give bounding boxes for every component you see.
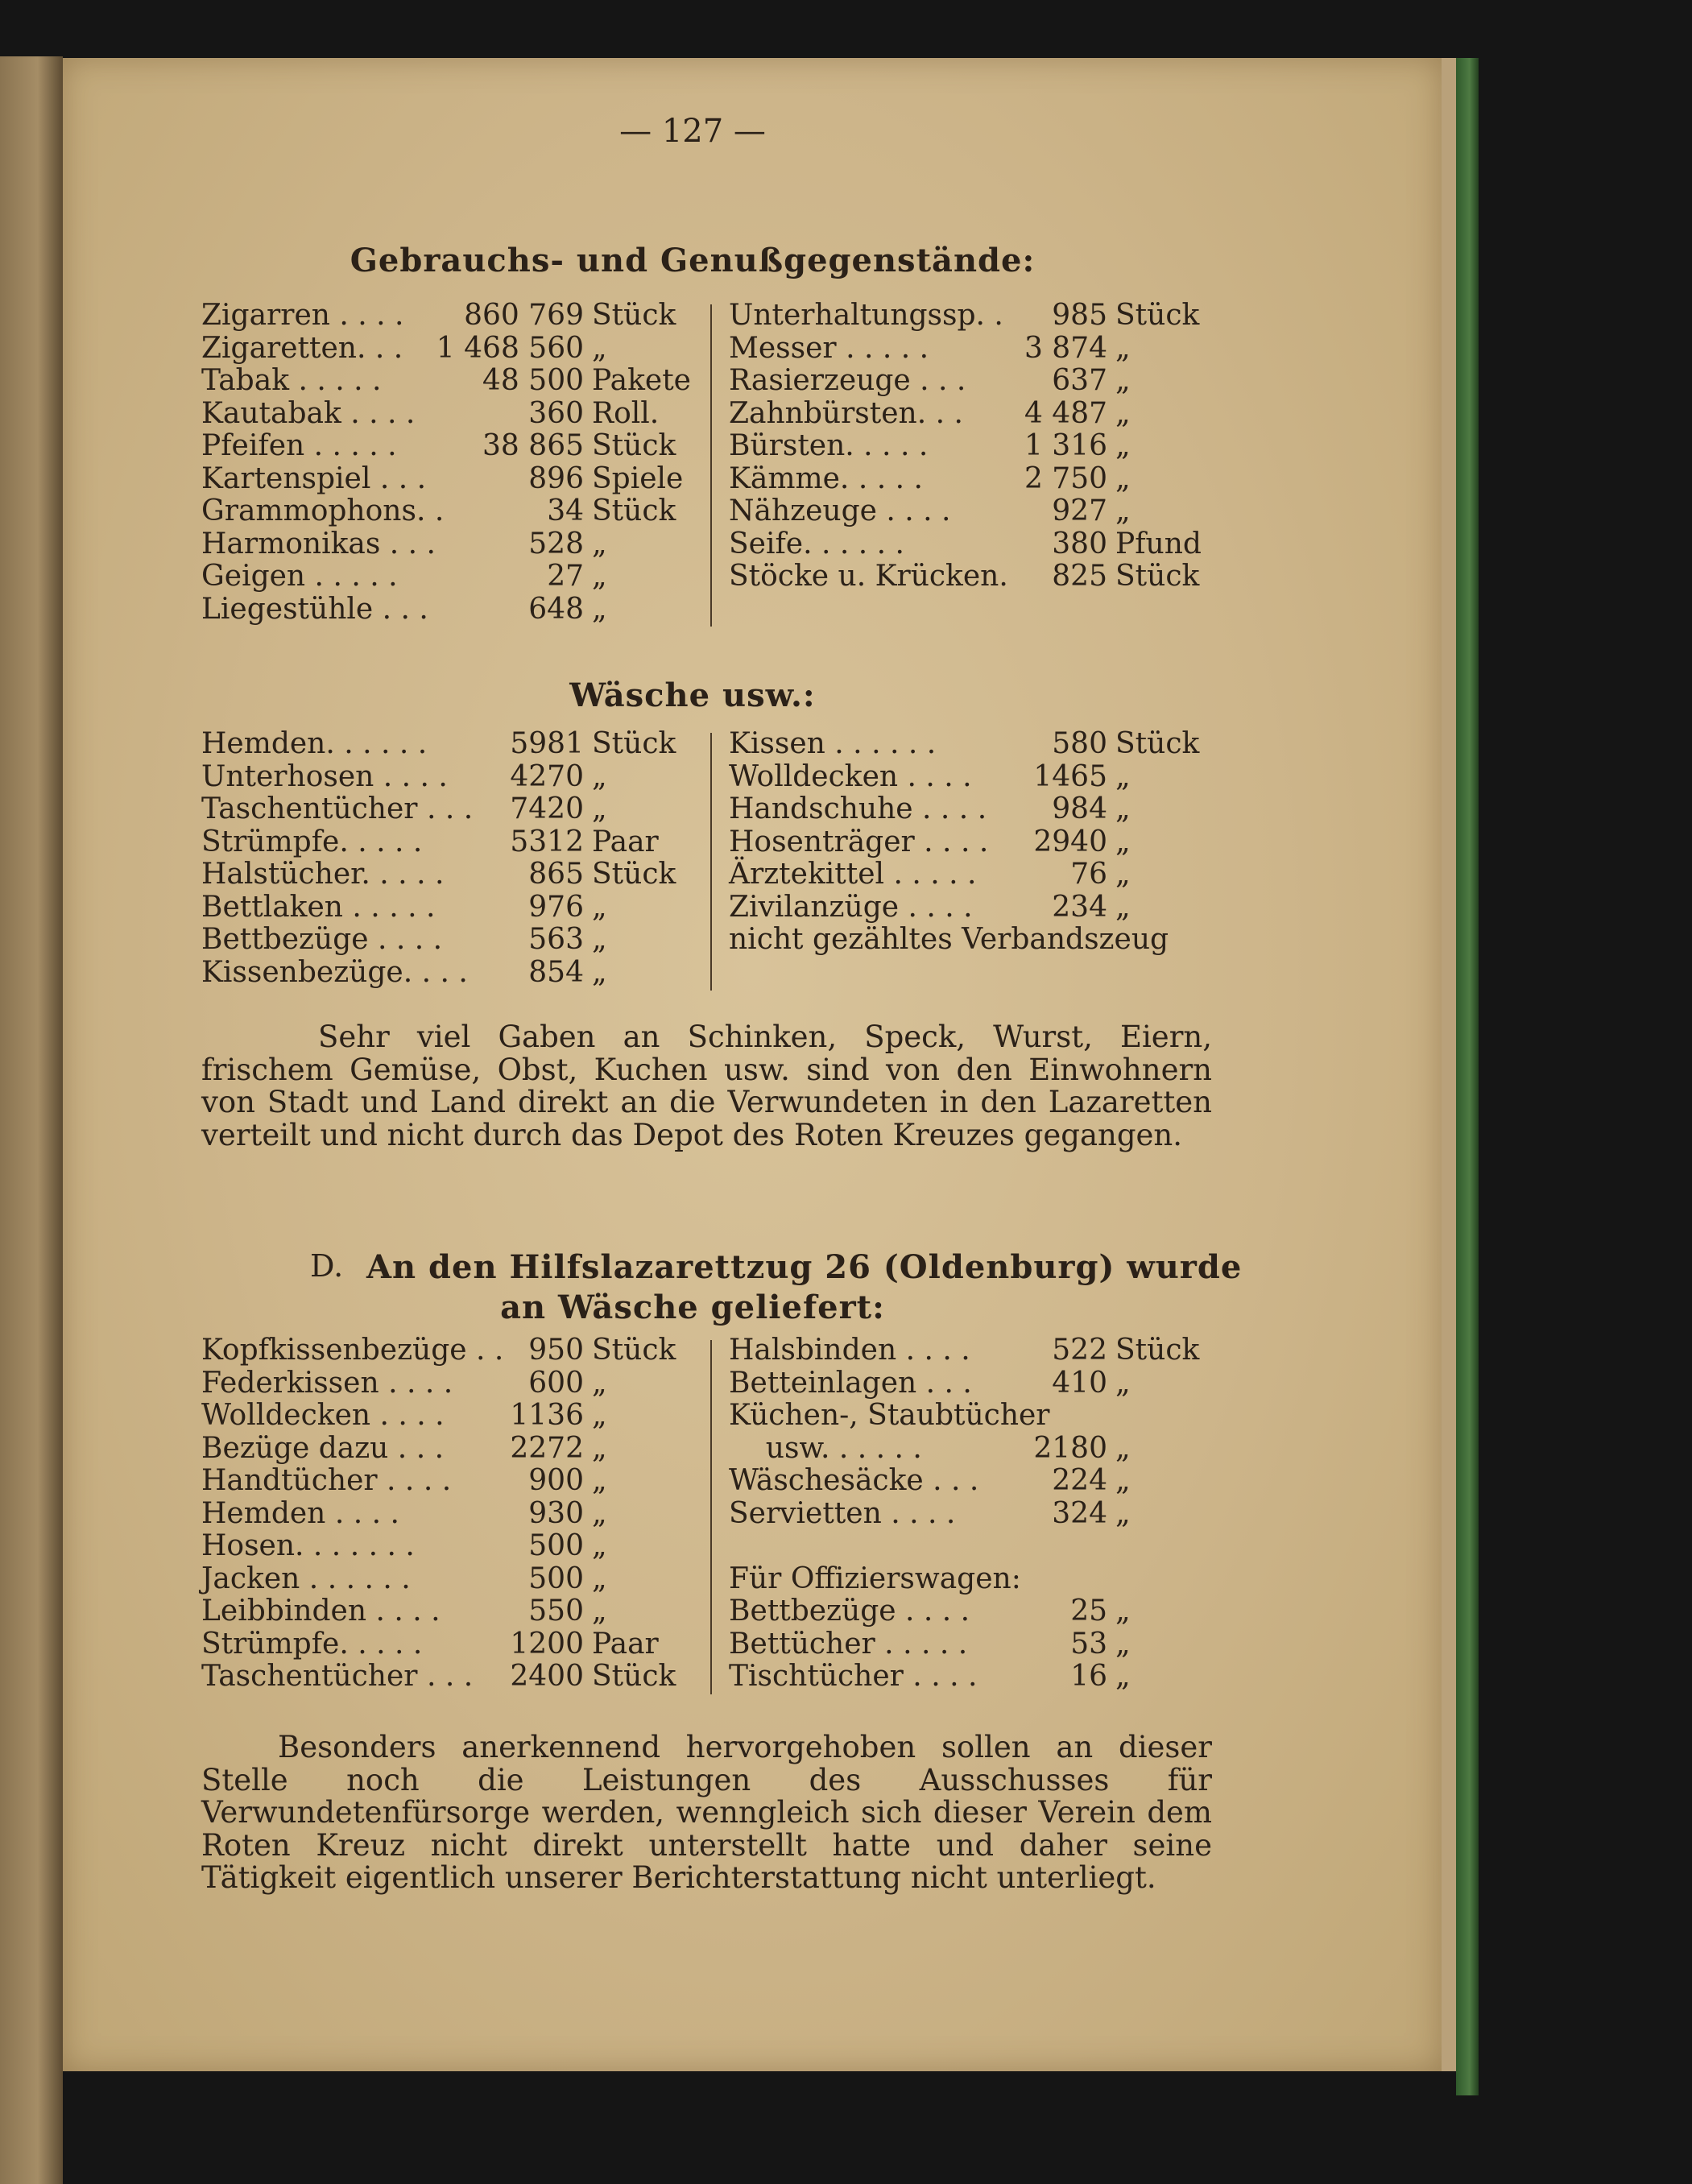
table-row bbox=[201, 1628, 685, 1661]
item-name: Unterhaltungssp. . bbox=[729, 299, 1003, 332]
item-name: Kartenspiel . . . bbox=[201, 461, 427, 495]
item-unit: „ bbox=[1115, 759, 1131, 793]
table-row bbox=[729, 300, 1212, 333]
page-edge bbox=[1442, 58, 1456, 2071]
item-name: Seife. . . . . . bbox=[729, 527, 904, 560]
item-unit: Stück bbox=[592, 1660, 676, 1693]
item-name: Wolldecken . . . . bbox=[729, 759, 972, 793]
item-unit: Roll. bbox=[592, 396, 660, 430]
item-quantity: 1465 bbox=[1033, 759, 1107, 793]
table-row bbox=[729, 924, 1212, 957]
item-name: Halsbinden . . . . bbox=[729, 1334, 970, 1367]
item-name: Zivilanzüge . . . . bbox=[729, 890, 973, 924]
table-row bbox=[201, 761, 685, 794]
table-gebrauch-left bbox=[201, 299, 691, 626]
table-row bbox=[201, 495, 685, 528]
table-row bbox=[201, 1465, 685, 1498]
item-unit: Stück bbox=[592, 1334, 676, 1367]
table-row bbox=[201, 1595, 685, 1628]
item-quantity: 976 bbox=[528, 890, 584, 924]
item-name: Zigaretten. . . bbox=[201, 331, 403, 365]
item-quantity: 2940 bbox=[1033, 825, 1107, 858]
item-quantity: 76 bbox=[1070, 858, 1107, 891]
item-unit: Stück bbox=[592, 858, 676, 891]
item-quantity: 410 bbox=[1052, 1366, 1107, 1400]
item-name: Kämme. . . . . bbox=[729, 461, 923, 495]
item-quantity: 5312 bbox=[510, 825, 584, 858]
item-name: Wolldecken . . . . bbox=[201, 1399, 445, 1432]
item-name: Hosenträger . . . . bbox=[729, 825, 989, 858]
item-quantity: 550 bbox=[528, 1595, 584, 1628]
item-quantity: 984 bbox=[1052, 792, 1107, 825]
table-row bbox=[201, 728, 685, 761]
item-quantity: 2 750 bbox=[1024, 461, 1107, 495]
item-quantity: 360 bbox=[528, 396, 584, 430]
table-row bbox=[729, 1400, 1212, 1433]
item-unit: „ bbox=[1115, 1431, 1131, 1465]
item-quantity: 854 bbox=[528, 955, 584, 989]
item-name: Hosen. . . . . . . bbox=[201, 1529, 415, 1562]
table-row bbox=[729, 365, 1212, 398]
table-row bbox=[201, 891, 685, 924]
item-unit: „ bbox=[592, 1529, 607, 1562]
item-name: Kissen . . . . . . bbox=[729, 727, 937, 760]
table-row bbox=[201, 1334, 685, 1367]
item-name: Leibbinden . . . . bbox=[201, 1595, 441, 1628]
item-name: Harmonikas . . . bbox=[201, 527, 436, 560]
table-row bbox=[729, 560, 1212, 594]
item-unit: „ bbox=[1115, 494, 1131, 527]
table-row bbox=[201, 1498, 685, 1531]
item-quantity: 7420 bbox=[510, 792, 584, 825]
item-quantity: 930 bbox=[528, 1496, 584, 1530]
table-row bbox=[729, 430, 1212, 463]
item-name: Federkissen . . . . bbox=[201, 1366, 453, 1400]
item-name: Zahnbürsten. . . bbox=[729, 396, 963, 430]
item-unit: „ bbox=[1115, 825, 1131, 858]
table-row bbox=[729, 793, 1212, 826]
item-unit: „ bbox=[592, 527, 607, 560]
item-unit: „ bbox=[1115, 331, 1131, 365]
table-row bbox=[201, 957, 685, 990]
item-name: usw. . . . . . bbox=[729, 1431, 922, 1465]
table-lazarettzug-right bbox=[729, 1334, 1212, 1694]
table-row bbox=[201, 463, 685, 496]
item-name: Jacken . . . . . . bbox=[201, 1561, 411, 1595]
book-cover-edge bbox=[1456, 58, 1479, 2095]
item-unit: „ bbox=[592, 1399, 607, 1432]
table-row bbox=[201, 924, 685, 957]
table-row bbox=[201, 1530, 685, 1563]
item-unit: „ bbox=[592, 1366, 607, 1400]
item-name: Tabak . . . . . bbox=[201, 364, 382, 397]
table-row bbox=[729, 1563, 1212, 1596]
paragraph-ausschuss: Besonders anerkennend hervorgehoben sollen an dieser Stelle noch die Leistungen des Ausschusses für Verwundetenfürsorge werden, wenngleich sich dieser Verein dem Roten Kreuz nicht direkt unterstellt hatte und daher seine Tätigkeit eigentlich unserer Berichterstattung nicht unterliegt. bbox=[201, 1730, 1212, 1895]
table-row bbox=[729, 858, 1212, 891]
table-row bbox=[729, 495, 1212, 528]
item-unit: „ bbox=[592, 923, 607, 956]
item-quantity: 580 bbox=[1052, 727, 1107, 760]
item-name: Halstücher. . . . . bbox=[201, 858, 445, 891]
item-quantity: 865 bbox=[528, 858, 584, 891]
table-row bbox=[201, 398, 685, 431]
item-unit: Pakete bbox=[592, 364, 691, 397]
item-name: Strümpfe. . . . . bbox=[201, 1627, 423, 1661]
table-row bbox=[729, 761, 1212, 794]
item-quantity: 380 bbox=[1052, 527, 1107, 560]
item-unit: „ bbox=[1115, 364, 1131, 397]
item-quantity: 4 487 bbox=[1024, 396, 1107, 430]
table-row bbox=[729, 398, 1212, 431]
column-divider bbox=[710, 304, 712, 627]
item-quantity: 16 bbox=[1070, 1660, 1107, 1693]
item-quantity: 500 bbox=[528, 1529, 584, 1562]
item-unit: „ bbox=[592, 560, 607, 593]
item-unit: „ bbox=[1115, 1366, 1131, 1400]
item-name: Ärztekittel . . . . . bbox=[729, 858, 977, 891]
item-name: Pfeifen . . . . . bbox=[201, 429, 397, 462]
item-name: Handtücher . . . . bbox=[201, 1464, 452, 1497]
table-waesche-left bbox=[201, 728, 685, 989]
table-row bbox=[201, 594, 685, 627]
section-title-waesche: Wäsche usw.: bbox=[569, 676, 816, 714]
item-quantity: 927 bbox=[1052, 494, 1107, 527]
column-divider bbox=[710, 1340, 712, 1694]
table-row bbox=[201, 560, 685, 594]
item-name: Messer . . . . . bbox=[729, 331, 929, 365]
item-unit: „ bbox=[592, 1595, 607, 1628]
item-unit: „ bbox=[1115, 461, 1131, 495]
table-row bbox=[729, 1628, 1212, 1661]
item-quantity: 600 bbox=[528, 1366, 584, 1400]
table-row bbox=[201, 1433, 685, 1466]
item-unit: Spiele bbox=[592, 461, 684, 495]
item-name: Stöcke u. Krücken. bbox=[729, 560, 1008, 593]
item-quantity: 860 769 bbox=[464, 299, 584, 332]
item-name: Kopfkissenbezüge . . bbox=[201, 1334, 504, 1367]
item-unit: „ bbox=[592, 592, 607, 626]
item-quantity: 522 bbox=[1052, 1334, 1107, 1367]
item-name: Bettbezüge . . . . bbox=[729, 1595, 970, 1628]
table-row bbox=[201, 333, 685, 366]
section-title-hilfslazarettzug: An den Hilfslazarettzug 26 (Oldenburg) wurde bbox=[366, 1248, 1243, 1286]
table-row bbox=[729, 528, 1212, 561]
item-name: Tischtücher . . . . bbox=[729, 1660, 978, 1693]
table-row bbox=[201, 1367, 685, 1400]
item-quantity: 896 bbox=[528, 461, 584, 495]
item-quantity: 5981 bbox=[510, 727, 584, 760]
item-unit: „ bbox=[1115, 1496, 1131, 1530]
item-name: Strümpfe. . . . . bbox=[201, 825, 423, 858]
item-unit: Stück bbox=[1115, 560, 1200, 593]
table-row bbox=[201, 300, 685, 333]
item-quantity: 500 bbox=[528, 1561, 584, 1595]
item-unit: „ bbox=[592, 1464, 607, 1497]
table-row bbox=[729, 1334, 1212, 1367]
item-quantity: 2400 bbox=[510, 1660, 584, 1693]
item-quantity: 224 bbox=[1052, 1464, 1107, 1497]
table-row bbox=[729, 1595, 1212, 1628]
paragraph-gaben: Sehr viel Gaben an Schinken, Speck, Wurst, Eiern, frischem Gemüse, Obst, Kuchen usw. sind von den Einwohnern von Stadt und Land direkt an die Verwundeten in den Lazaretten verteilt und nicht durch das Depot des Roten Kreuzes gegangen. bbox=[201, 1020, 1212, 1152]
item-name: Unterhosen . . . . bbox=[201, 759, 448, 793]
item-unit: Pfund bbox=[1115, 527, 1202, 560]
item-unit: Paar bbox=[592, 1627, 659, 1661]
item-unit: Stück bbox=[592, 727, 676, 760]
item-quantity: 1136 bbox=[510, 1399, 584, 1432]
item-name: Liegestühle . . . bbox=[201, 592, 428, 626]
item-unit: „ bbox=[592, 1496, 607, 1530]
item-quantity: 1 468 560 bbox=[436, 331, 584, 365]
item-quantity: 27 bbox=[547, 560, 584, 593]
item-name: Kissenbezüge. . . . bbox=[201, 955, 468, 989]
item-unit: Stück bbox=[1115, 299, 1200, 332]
table-row bbox=[729, 1433, 1212, 1466]
item-quantity: 2272 bbox=[510, 1431, 584, 1465]
item-unit: Stück bbox=[592, 494, 676, 527]
table-row bbox=[729, 1465, 1212, 1498]
item-quantity: 1 316 bbox=[1024, 429, 1107, 462]
item-quantity: 25 bbox=[1070, 1595, 1107, 1628]
item-name: Betteinlagen . . . bbox=[729, 1366, 972, 1400]
item-unit: „ bbox=[592, 759, 607, 793]
table-row bbox=[729, 1367, 1212, 1400]
item-unit: „ bbox=[592, 792, 607, 825]
table-row bbox=[729, 728, 1212, 761]
previous-page-edge bbox=[0, 56, 63, 2184]
item-quantity: 900 bbox=[528, 1464, 584, 1497]
item-name: Geigen . . . . . bbox=[201, 560, 398, 593]
item-name: Servietten . . . . bbox=[729, 1496, 956, 1530]
table-row bbox=[729, 891, 1212, 924]
item-unit: „ bbox=[1115, 890, 1131, 924]
item-name: Bettbezüge . . . . bbox=[201, 923, 443, 956]
item-name: Wäschesäcke . . . bbox=[729, 1464, 979, 1497]
item-quantity: 528 bbox=[528, 527, 584, 560]
item-unit: „ bbox=[592, 1561, 607, 1595]
item-name: Kautabak . . . . bbox=[201, 396, 416, 430]
item-unit: Paar bbox=[592, 825, 659, 858]
item-unit: „ bbox=[592, 331, 607, 365]
table-row bbox=[729, 1530, 1212, 1563]
item-unit: „ bbox=[592, 955, 607, 989]
item-quantity: 48 500 bbox=[482, 364, 584, 397]
item-name: Nähzeuge . . . . bbox=[729, 494, 951, 527]
item-name: Küchen-, Staubtücher bbox=[729, 1399, 1050, 1432]
table-row bbox=[201, 793, 685, 826]
item-quantity: 648 bbox=[528, 592, 584, 626]
item-unit: Stück bbox=[1115, 727, 1200, 760]
section-title-an-waesche: an Wäsche geliefert: bbox=[500, 1288, 885, 1326]
table-row bbox=[729, 1498, 1212, 1531]
item-name: Handschuhe . . . . bbox=[729, 792, 987, 825]
table-row bbox=[201, 1563, 685, 1596]
table-lazarettzug-left bbox=[201, 1334, 685, 1694]
item-name: Hemden . . . . bbox=[201, 1496, 399, 1530]
table-row bbox=[729, 333, 1212, 366]
item-quantity: 234 bbox=[1052, 890, 1107, 924]
page-number: — 127 — bbox=[619, 113, 766, 150]
item-unit: „ bbox=[1115, 1627, 1131, 1661]
item-unit: „ bbox=[1115, 858, 1131, 891]
item-quantity: 1200 bbox=[510, 1627, 584, 1661]
item-quantity: 53 bbox=[1070, 1627, 1107, 1661]
item-unit: „ bbox=[1115, 1464, 1131, 1497]
item-name: nicht gezähltes Verbandszeug bbox=[729, 923, 1169, 956]
column-divider bbox=[710, 733, 712, 991]
item-name: Taschentücher . . . bbox=[201, 792, 474, 825]
table-gebrauch-right bbox=[729, 300, 1212, 594]
item-quantity: 4270 bbox=[510, 759, 584, 793]
item-unit: „ bbox=[1115, 1660, 1131, 1693]
item-name: Hemden. . . . . . bbox=[201, 727, 428, 760]
item-name: Taschentücher . . . bbox=[201, 1660, 474, 1693]
item-unit: Stück bbox=[592, 299, 676, 332]
item-unit: „ bbox=[1115, 396, 1131, 430]
item-quantity: 34 bbox=[547, 494, 584, 527]
item-unit: „ bbox=[592, 890, 607, 924]
table-row bbox=[201, 528, 685, 561]
table-row bbox=[729, 826, 1212, 859]
item-unit: „ bbox=[1115, 1595, 1131, 1628]
item-unit: Stück bbox=[1115, 1334, 1200, 1367]
item-name: Grammophons. . bbox=[201, 494, 445, 527]
item-name: Bettlaken . . . . . bbox=[201, 890, 436, 924]
item-name: Für Offizierswagen: bbox=[729, 1561, 1021, 1595]
item-quantity: 3 874 bbox=[1024, 331, 1107, 365]
table-waesche-right bbox=[729, 728, 1212, 957]
item-quantity: 950 bbox=[528, 1334, 584, 1367]
item-quantity: 637 bbox=[1052, 364, 1107, 397]
section-title-gebrauchsgegenstaende: Gebrauchs- und Genußgegenstände: bbox=[350, 242, 1036, 279]
table-row bbox=[729, 463, 1212, 496]
table-row bbox=[201, 364, 691, 398]
table-row bbox=[201, 826, 685, 859]
item-quantity: 324 bbox=[1052, 1496, 1107, 1530]
item-unit: „ bbox=[1115, 792, 1131, 825]
table-row bbox=[201, 858, 685, 891]
item-name: Bezüge dazu . . . bbox=[201, 1431, 445, 1465]
table-row bbox=[201, 1400, 685, 1433]
table-row bbox=[201, 1661, 685, 1694]
item-name: Rasierzeuge . . . bbox=[729, 364, 966, 397]
item-name: Zigarren . . . . bbox=[201, 299, 404, 332]
item-name: Bettücher . . . . . bbox=[729, 1627, 968, 1661]
item-unit: Stück bbox=[592, 429, 676, 462]
table-row bbox=[201, 430, 685, 463]
item-unit: „ bbox=[1115, 429, 1131, 462]
item-quantity: 563 bbox=[528, 923, 584, 956]
item-name: Bürsten. . . . . bbox=[729, 429, 929, 462]
item-quantity: 825 bbox=[1052, 560, 1107, 593]
table-row bbox=[729, 1661, 1212, 1694]
item-quantity: 2180 bbox=[1033, 1431, 1107, 1465]
item-quantity: 985 bbox=[1052, 299, 1107, 332]
section-prefix-d: D. bbox=[310, 1248, 344, 1284]
item-unit: „ bbox=[592, 1431, 607, 1465]
item-quantity: 38 865 bbox=[482, 429, 584, 462]
